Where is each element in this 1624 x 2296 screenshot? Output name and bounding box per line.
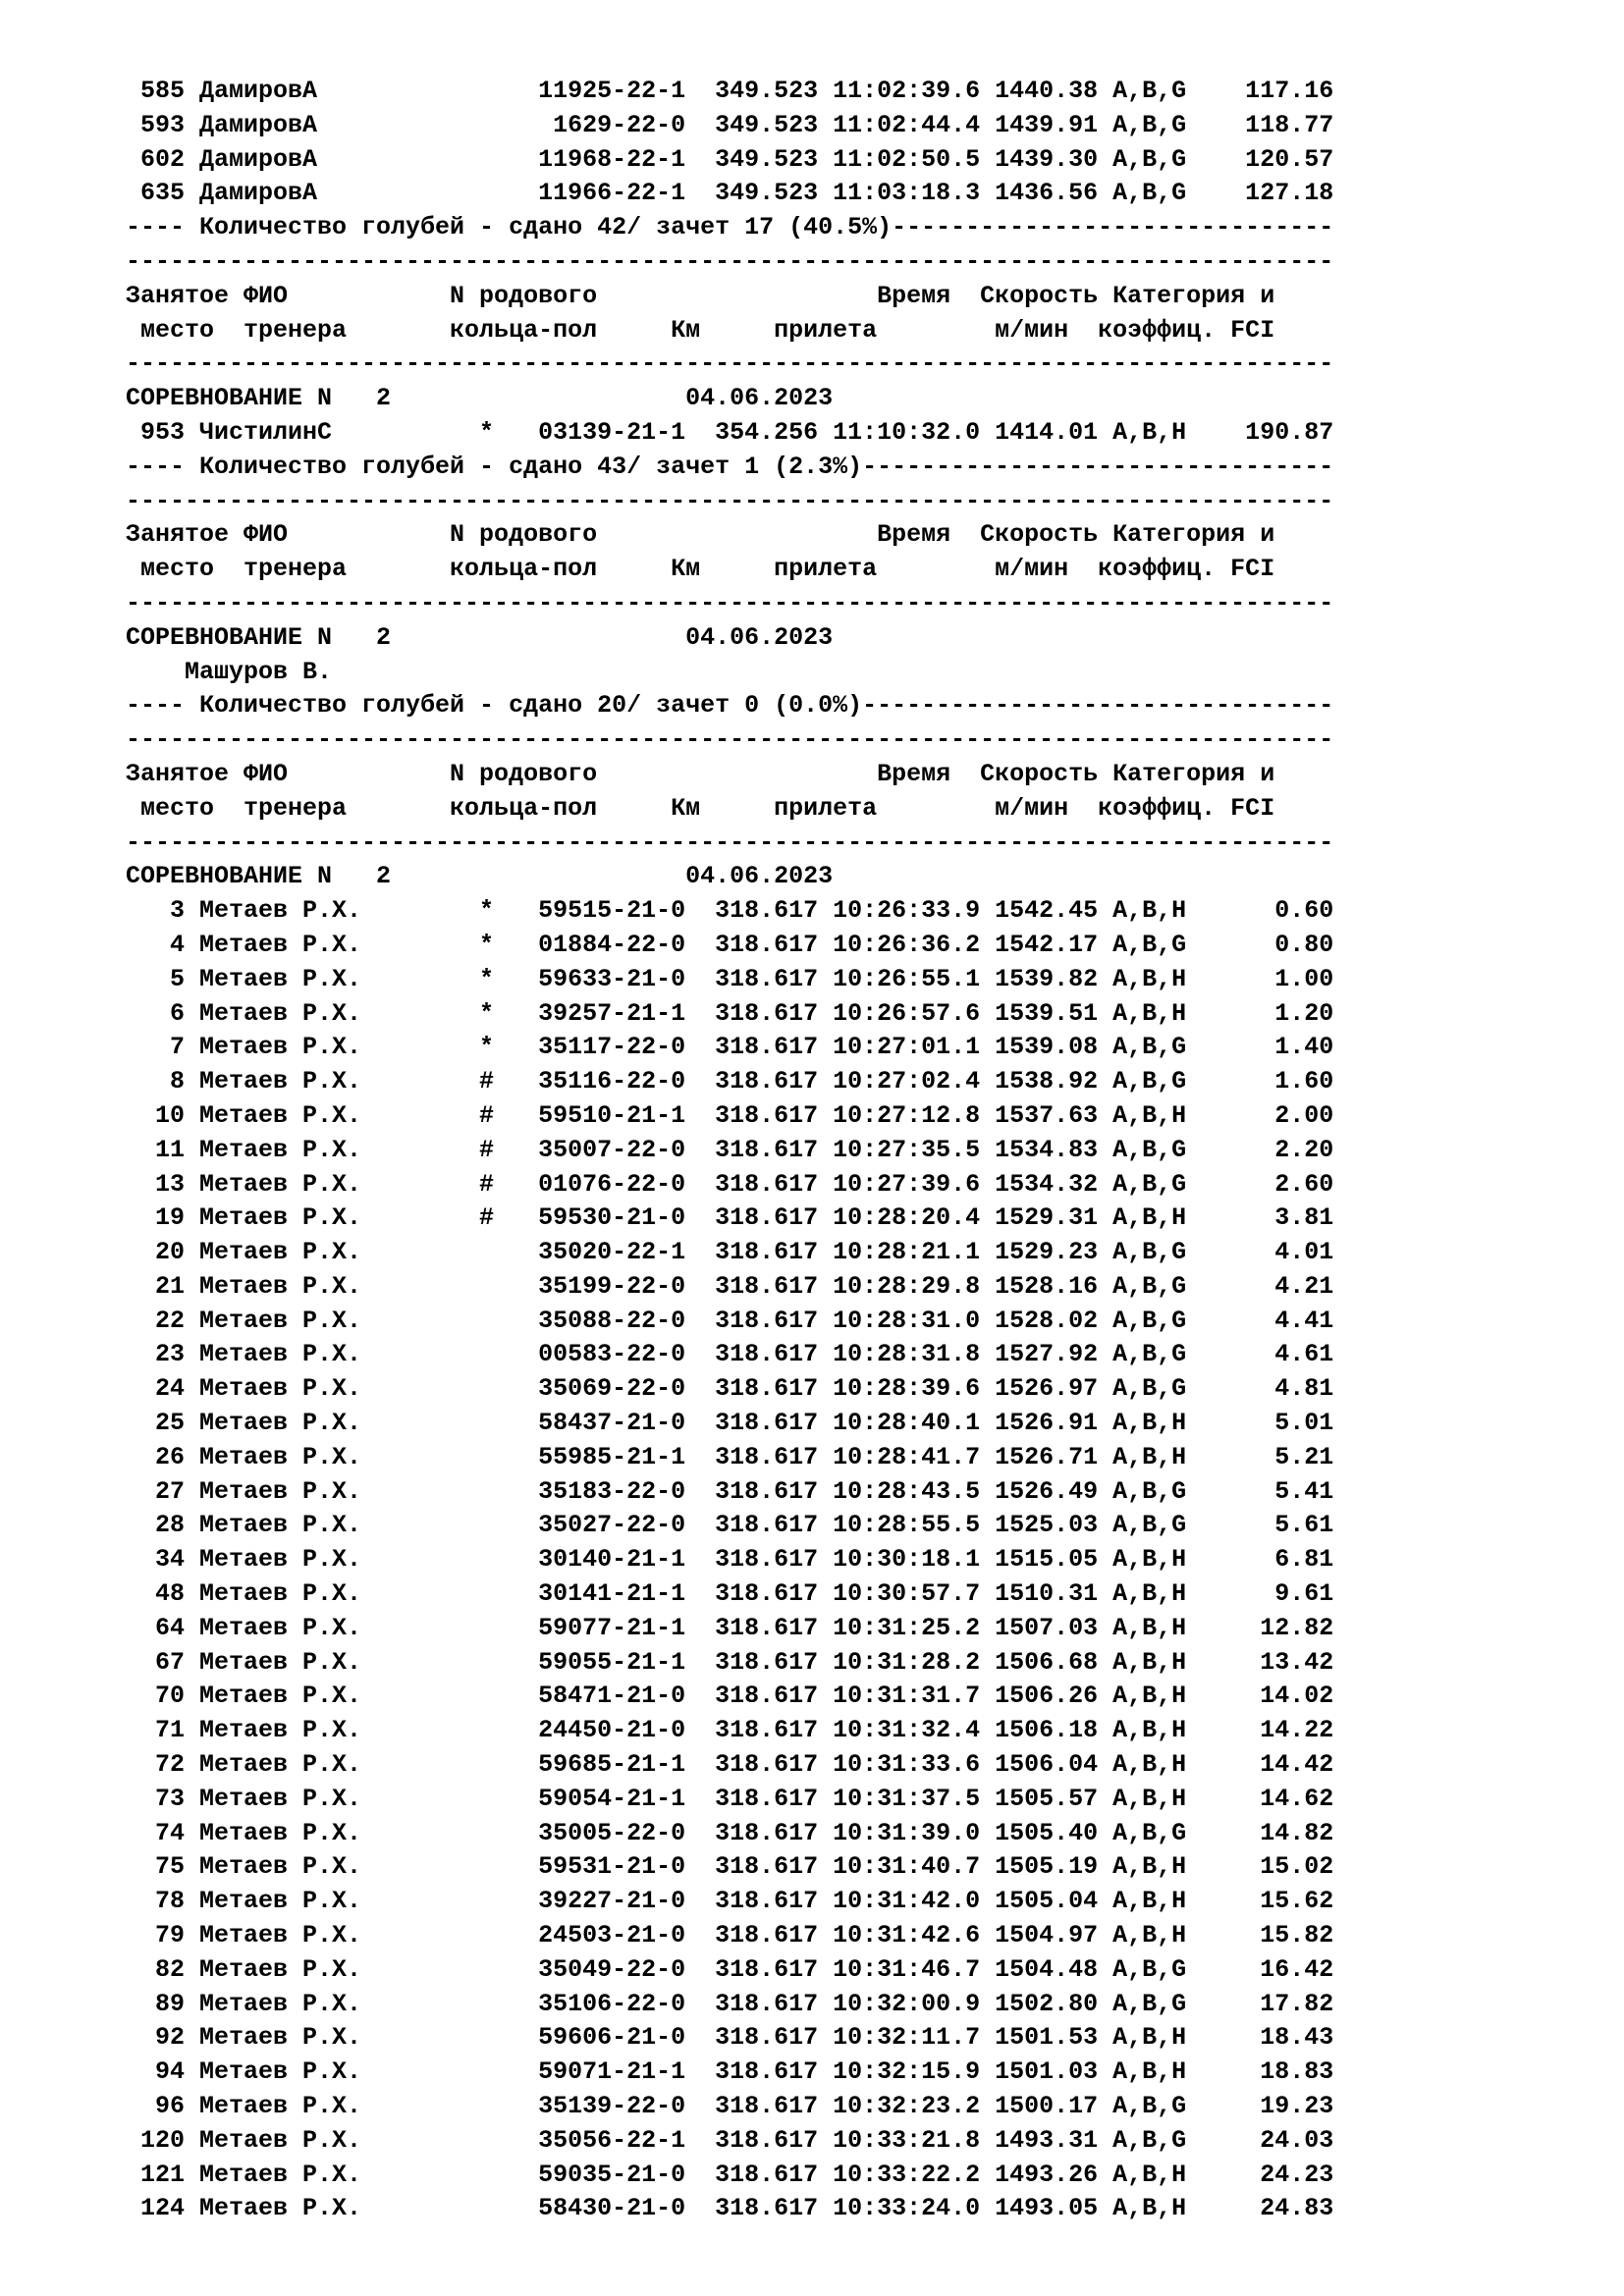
result-row: 71 Метаев Р.Х. 24450-21-0 318.617 10:31:32.4 1506.18 A,B,H 14.22 xyxy=(126,1716,1334,1745)
separator-line: ---------------------------------------------------------------------------------- xyxy=(126,588,1334,617)
result-row: 4 Метаев Р.Х. * 01884-22-0 318.617 10:26:36.2 1542.17 A,B,G 0.80 xyxy=(126,930,1334,959)
result-row: 602 ДамировA 11968-22-1 349.523 11:02:50.5 1439.30 A,B,G 120.57 xyxy=(126,144,1334,174)
result-row: 28 Метаев Р.Х. 35027-22-0 318.617 10:28:55.5 1525.03 A,B,G 5.61 xyxy=(126,1511,1334,1540)
result-row: 27 Метаев Р.Х. 35183-22-0 318.617 10:28:43.5 1526.49 A,B,G 5.41 xyxy=(126,1476,1334,1506)
result-row: 74 Метаев Р.Х. 35005-22-0 318.617 10:31:39.0 1505.40 A,B,G 14.82 xyxy=(126,1818,1334,1847)
result-row: 25 Метаев Р.Х. 58437-21-0 318.617 10:28:40.1 1526.91 A,B,H 5.01 xyxy=(126,1409,1334,1438)
result-row: 92 Метаев Р.Х. 59606-21-0 318.617 10:32:11.7 1501.53 A,B,H 18.43 xyxy=(126,2023,1334,2053)
result-row: 73 Метаев Р.Х. 59054-21-1 318.617 10:31:37.5 1505.57 A,B,H 14.62 xyxy=(126,1784,1334,1813)
result-row: 124 Метаев Р.Х. 58430-21-0 318.617 10:33:24.0 1493.05 A,B,H 24.83 xyxy=(126,2194,1334,2223)
result-row: 48 Метаев Р.Х. 30141-21-1 318.617 10:30:57.7 1510.31 A,B,H 9.61 xyxy=(126,1579,1334,1609)
result-row: 34 Метаев Р.Х. 30140-21-1 318.617 10:30:18.1 1515.05 A,B,H 6.81 xyxy=(126,1545,1334,1575)
result-row: 70 Метаев Р.Х. 58471-21-0 318.617 10:31:31.7 1506.26 A,B,H 14.02 xyxy=(126,1682,1334,1711)
result-row: 22 Метаев Р.Х. 35088-22-0 318.617 10:28:31.0 1528.02 A,B,G 4.41 xyxy=(126,1306,1334,1335)
result-row: 94 Метаев Р.Х. 59071-21-1 318.617 10:32:15.9 1501.03 A,B,H 18.83 xyxy=(126,2057,1334,2087)
result-row: 89 Метаев Р.Х. 35106-22-0 318.617 10:32:00.9 1502.80 A,B,G 17.82 xyxy=(126,1989,1334,2018)
separator-line: ---------------------------------------------------------------------------------- xyxy=(126,725,1334,755)
summary-line: ---- Количество голубей - сдано 42/ зачет 17 (40.5%)------------------------------ xyxy=(126,213,1334,242)
separator-line: ---------------------------------------------------------------------------------- xyxy=(126,246,1334,276)
result-row: 121 Метаев Р.Х. 59035-21-0 318.617 10:33:22.2 1493.26 A,B,H 24.23 xyxy=(126,2160,1334,2189)
result-row: 7 Метаев Р.Х. * 35117-22-0 318.617 10:27:01.1 1539.08 A,B,G 1.40 xyxy=(126,1033,1334,1062)
result-row: 8 Метаев Р.Х. # 35116-22-0 318.617 10:27:02.4 1538.92 A,B,G 1.60 xyxy=(126,1067,1334,1096)
result-row: 11 Метаев Р.Х. # 35007-22-0 318.617 10:27:35.5 1534.83 A,B,G 2.20 xyxy=(126,1135,1334,1164)
competition-header: СОРЕВНОВАНИЕ N 2 04.06.2023 xyxy=(126,862,834,891)
result-row: 593 ДамировA 1629-22-0 349.523 11:02:44.4 1439.91 A,B,G 118.77 xyxy=(126,110,1334,139)
result-row: 19 Метаев Р.Х. # 59530-21-0 318.617 10:28:20.4 1529.31 A,B,H 3.81 xyxy=(126,1203,1334,1233)
result-row: 23 Метаев Р.Х. 00583-22-0 318.617 10:28:31.8 1527.92 A,B,G 4.61 xyxy=(126,1340,1334,1369)
competition-header: СОРЕВНОВАНИЕ N 2 04.06.2023 xyxy=(126,384,834,413)
result-row: 24 Метаев Р.Х. 35069-22-0 318.617 10:28:39.6 1526.97 A,B,G 4.81 xyxy=(126,1374,1334,1404)
separator-line: ---------------------------------------------------------------------------------- xyxy=(126,349,1334,379)
result-row: 20 Метаев Р.Х. 35020-22-1 318.617 10:28:21.1 1529.23 A,B,G 4.01 xyxy=(126,1238,1334,1267)
result-row: 13 Метаев Р.Х. # 01076-22-0 318.617 10:27:39.6 1534.32 A,B,G 2.60 xyxy=(126,1169,1334,1199)
result-row: 72 Метаев Р.Х. 59685-21-1 318.617 10:31:33.6 1506.04 A,B,H 14.42 xyxy=(126,1750,1334,1780)
result-row: 635 ДамировA 11966-22-1 349.523 11:03:18.3 1436.56 A,B,G 127.18 xyxy=(126,179,1334,208)
participant-name: Машуров В. xyxy=(126,657,333,686)
result-row: 26 Метаев Р.Х. 55985-21-1 318.617 10:28:41.7 1526.71 A,B,H 5.21 xyxy=(126,1442,1334,1471)
result-row: 21 Метаев Р.Х. 35199-22-0 318.617 10:28:29.8 1528.16 A,B,G 4.21 xyxy=(126,1271,1334,1301)
column-header-row-2: место тренера кольца-пол Км прилета м/мин коэффиц. FCI xyxy=(126,315,1275,345)
column-header-row-1: Занятое ФИО N родового Время Скорость Категория и xyxy=(126,281,1275,310)
column-header-row-1: Занятое ФИО N родового Время Скорость Категория и xyxy=(126,759,1275,788)
result-row: 75 Метаев Р.Х. 59531-21-0 318.617 10:31:40.7 1505.19 A,B,H 15.02 xyxy=(126,1852,1334,1882)
result-row: 67 Метаев Р.Х. 59055-21-1 318.617 10:31:28.2 1506.68 A,B,H 13.42 xyxy=(126,1647,1334,1677)
result-row: 3 Метаев Р.Х. * 59515-21-0 318.617 10:26:33.9 1542.45 A,B,H 0.60 xyxy=(126,896,1334,926)
result-row: 120 Метаев Р.Х. 35056-22-1 318.617 10:33:21.8 1493.31 A,B,G 24.03 xyxy=(126,2125,1334,2155)
separator-line: ---------------------------------------------------------------------------------- xyxy=(126,486,1334,515)
result-row: 5 Метаев Р.Х. * 59633-21-0 318.617 10:26:55.1 1539.82 A,B,H 1.00 xyxy=(126,964,1334,993)
result-row: 6 Метаев Р.Х. * 39257-21-1 318.617 10:26:57.6 1539.51 A,B,H 1.20 xyxy=(126,998,1334,1028)
result-row: 79 Метаев Р.Х. 24503-21-0 318.617 10:31:42.6 1504.97 A,B,H 15.82 xyxy=(126,1921,1334,1950)
column-header-row-1: Занятое ФИО N родового Время Скорость Категория и xyxy=(126,520,1275,550)
result-row: 78 Метаев Р.Х. 39227-21-0 318.617 10:31:42.0 1505.04 A,B,H 15.62 xyxy=(126,1887,1334,1916)
competition-header: СОРЕВНОВАНИЕ N 2 04.06.2023 xyxy=(126,622,834,652)
result-row: 96 Метаев Р.Х. 35139-22-0 318.617 10:32:23.2 1500.17 A,B,G 19.23 xyxy=(126,2092,1334,2121)
result-row: 953 ЧистилинС * 03139-21-1 354.256 11:10:32.0 1414.01 A,B,H 190.87 xyxy=(126,417,1334,447)
summary-line: ---- Количество голубей - сдано 43/ зачет 1 (2.3%)-------------------------------- xyxy=(126,452,1334,481)
result-row: 64 Метаев Р.Х. 59077-21-1 318.617 10:31:25.2 1507.03 A,B,H 12.82 xyxy=(126,1613,1334,1642)
results-document xyxy=(126,75,1598,2226)
result-row: 10 Метаев Р.Х. # 59510-21-1 318.617 10:27:12.8 1537.63 A,B,H 2.00 xyxy=(126,1100,1334,1130)
result-row: 82 Метаев Р.Х. 35049-22-0 318.617 10:31:46.7 1504.48 A,B,G 16.42 xyxy=(126,1954,1334,1984)
result-row: 585 ДамировA 11925-22-1 349.523 11:02:39.6 1440.38 A,B,G 117.16 xyxy=(126,77,1334,105)
column-header-row-2: место тренера кольца-пол Км прилета м/мин коэффиц. FCI xyxy=(126,555,1275,584)
column-header-row-2: место тренера кольца-пол Км прилета м/мин коэффиц. FCI xyxy=(126,793,1275,823)
summary-line: ---- Количество голубей - сдано 20/ зачет 0 (0.0%)-------------------------------- xyxy=(126,691,1334,721)
separator-line: ---------------------------------------------------------------------------------- xyxy=(126,828,1334,857)
